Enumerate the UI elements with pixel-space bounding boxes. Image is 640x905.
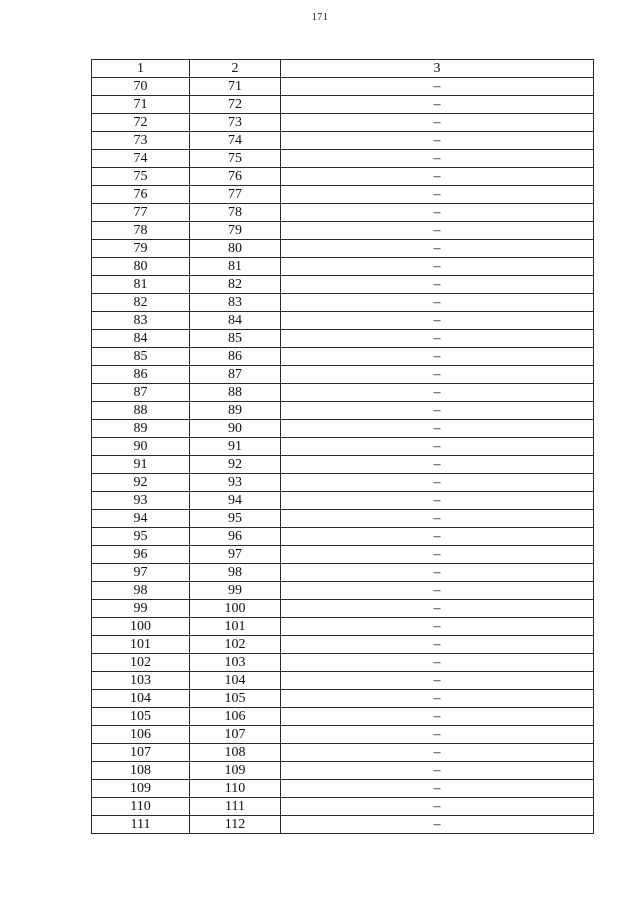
table-cell-col-1: 100: [92, 618, 190, 636]
page-number: 171: [311, 12, 329, 23]
table-row: [92, 168, 594, 186]
table-cell-col-2: 109: [190, 762, 281, 780]
table-cell-col-3: –: [281, 474, 594, 492]
table-cell-col-2: 97: [190, 546, 281, 564]
table-cell-col-3: –: [281, 366, 594, 384]
table-cell-col-2: 89: [190, 402, 281, 420]
table-row: [92, 762, 594, 780]
table-cell-col-2: 99: [190, 582, 281, 600]
table-cell-col-2: 81: [190, 258, 281, 276]
table-cell-col-1: 78: [92, 222, 190, 240]
table-cell-col-1: 82: [92, 294, 190, 312]
table-cell-col-2: 104: [190, 672, 281, 690]
table-cell-col-3: –: [281, 708, 594, 726]
table-row: [92, 132, 594, 150]
table-row: [92, 150, 594, 168]
table-cell-col-2: 98: [190, 564, 281, 582]
table-cell-col-1: 101: [92, 636, 190, 654]
table-cell-col-1: 104: [92, 690, 190, 708]
table-cell-col-2: 85: [190, 330, 281, 348]
table-row: [92, 744, 594, 762]
table-row: [92, 546, 594, 564]
table-cell-col-2: 91: [190, 438, 281, 456]
table-cell-col-3: –: [281, 114, 594, 132]
table-row: [92, 708, 594, 726]
table-row: [92, 366, 594, 384]
table-cell-col-2: 75: [190, 150, 281, 168]
table-cell-col-2: 78: [190, 204, 281, 222]
table-cell-col-3: –: [281, 276, 594, 294]
table-cell-col-3: –: [281, 600, 594, 618]
table-row: [92, 528, 594, 546]
table-row: [92, 564, 594, 582]
table-cell-col-1: 91: [92, 456, 190, 474]
table-cell-col-2: 79: [190, 222, 281, 240]
table-row: [92, 618, 594, 636]
table-cell-col-2: 86: [190, 348, 281, 366]
table-row: [92, 780, 594, 798]
table-cell-col-2: 103: [190, 654, 281, 672]
table-cell-col-2: 88: [190, 384, 281, 402]
table-cell-col-2: 112: [190, 816, 281, 834]
table-cell-col-2: 73: [190, 114, 281, 132]
table-cell-col-3: –: [281, 564, 594, 582]
table-cell-col-1: 94: [92, 510, 190, 528]
table-row: [92, 582, 594, 600]
table-cell-col-1: 103: [92, 672, 190, 690]
table-row: [92, 384, 594, 402]
table-cell-col-1: 88: [92, 402, 190, 420]
table-cell-col-1: 75: [92, 168, 190, 186]
table-row: [92, 294, 594, 312]
table-row: [92, 420, 594, 438]
table-cell-col-3: –: [281, 222, 594, 240]
table-cell-col-2: 105: [190, 690, 281, 708]
table-cell-col-3: –: [281, 204, 594, 222]
table-cell-col-1: 102: [92, 654, 190, 672]
table-cell-col-2: 90: [190, 420, 281, 438]
table-cell-col-3: –: [281, 690, 594, 708]
table-cell-col-2: 82: [190, 276, 281, 294]
table-row: [92, 96, 594, 114]
table-cell-col-2: 83: [190, 294, 281, 312]
table-row: [92, 510, 594, 528]
table-cell-col-3: –: [281, 384, 594, 402]
table-cell-col-3: –: [281, 510, 594, 528]
table-row: [92, 204, 594, 222]
table-cell-col-2: 74: [190, 132, 281, 150]
table-cell-col-2: 107: [190, 726, 281, 744]
table-row: [92, 672, 594, 690]
table-cell-col-1: 105: [92, 708, 190, 726]
table-cell-col-1: 73: [92, 132, 190, 150]
table-cell-col-3: –: [281, 528, 594, 546]
table-cell-col-3: –: [281, 798, 594, 816]
table-cell-col-2: 96: [190, 528, 281, 546]
table-cell-col-1: 72: [92, 114, 190, 132]
table-cell-col-1: 108: [92, 762, 190, 780]
table-cell-col-2: 93: [190, 474, 281, 492]
table-cell-col-3: –: [281, 420, 594, 438]
table-cell-col-1: 85: [92, 348, 190, 366]
table-cell-col-2: 71: [190, 78, 281, 96]
table-cell-col-1: 106: [92, 726, 190, 744]
table-cell-col-2: 80: [190, 240, 281, 258]
table-cell-col-1: 87: [92, 384, 190, 402]
table-cell-col-3: –: [281, 78, 594, 96]
table-cell-col-3: –: [281, 168, 594, 186]
table-row: [92, 114, 594, 132]
table-cell-col-2: 101: [190, 618, 281, 636]
table-row: [92, 186, 594, 204]
table-cell-col-3: –: [281, 762, 594, 780]
table-row: [92, 78, 594, 96]
table-cell-col-1: 109: [92, 780, 190, 798]
table-cell-col-3: –: [281, 546, 594, 564]
table-row: [92, 816, 594, 834]
table-row: [92, 456, 594, 474]
table-cell-col-2: 95: [190, 510, 281, 528]
table-cell-col-3: –: [281, 258, 594, 276]
table-cell-col-3: –: [281, 492, 594, 510]
table-cell-col-1: 96: [92, 546, 190, 564]
column-header-2: 2: [190, 60, 281, 78]
table-cell-col-1: 99: [92, 600, 190, 618]
table-cell-col-1: 98: [92, 582, 190, 600]
table-row: [92, 726, 594, 744]
table-row: [92, 222, 594, 240]
table-cell-col-3: –: [281, 96, 594, 114]
column-header-3: 3: [281, 60, 594, 78]
table-cell-col-1: 93: [92, 492, 190, 510]
table-cell-col-2: 108: [190, 744, 281, 762]
table-cell-col-3: –: [281, 330, 594, 348]
table-cell-col-2: 87: [190, 366, 281, 384]
table-cell-col-3: –: [281, 816, 594, 834]
table-cell-col-3: –: [281, 150, 594, 168]
table-cell-col-1: 83: [92, 312, 190, 330]
table-cell-col-3: –: [281, 240, 594, 258]
table-row: [92, 402, 594, 420]
table-cell-col-2: 72: [190, 96, 281, 114]
table-cell-col-1: 81: [92, 276, 190, 294]
table-cell-col-2: 84: [190, 312, 281, 330]
table-cell-col-1: 90: [92, 438, 190, 456]
table-cell-col-3: –: [281, 402, 594, 420]
table-row: [92, 258, 594, 276]
table-row: [92, 600, 594, 618]
table-cell-col-3: –: [281, 438, 594, 456]
table-cell-col-3: –: [281, 132, 594, 150]
table-cell-col-2: 92: [190, 456, 281, 474]
table-cell-col-1: 111: [92, 816, 190, 834]
table-cell-col-3: –: [281, 636, 594, 654]
table-cell-col-1: 84: [92, 330, 190, 348]
table-row: [92, 240, 594, 258]
table-cell-col-1: 80: [92, 258, 190, 276]
table-cell-col-1: 71: [92, 96, 190, 114]
table-cell-col-3: –: [281, 186, 594, 204]
table-cell-col-1: 77: [92, 204, 190, 222]
table-cell-col-3: –: [281, 672, 594, 690]
table-cell-col-3: –: [281, 456, 594, 474]
table-cell-col-1: 79: [92, 240, 190, 258]
table-cell-col-1: 76: [92, 186, 190, 204]
data-table: [91, 59, 594, 834]
table-cell-col-3: –: [281, 726, 594, 744]
table-row: [92, 798, 594, 816]
table-cell-col-1: 92: [92, 474, 190, 492]
table-cell-col-3: –: [281, 582, 594, 600]
table-row: [92, 312, 594, 330]
table-cell-col-3: –: [281, 780, 594, 798]
table-cell-col-3: –: [281, 744, 594, 762]
table-row: [92, 438, 594, 456]
table-cell-col-3: –: [281, 618, 594, 636]
table-row: [92, 348, 594, 366]
table-cell-col-1: 107: [92, 744, 190, 762]
table-cell-col-2: 102: [190, 636, 281, 654]
table-row: [92, 492, 594, 510]
table-row: [92, 654, 594, 672]
table-cell-col-1: 89: [92, 420, 190, 438]
table-cell-col-2: 110: [190, 780, 281, 798]
table-cell-col-1: 74: [92, 150, 190, 168]
table-cell-col-1: 86: [92, 366, 190, 384]
table-cell-col-2: 76: [190, 168, 281, 186]
table-cell-col-2: 106: [190, 708, 281, 726]
table-cell-col-1: 97: [92, 564, 190, 582]
table-row: [92, 330, 594, 348]
table-cell-col-3: –: [281, 654, 594, 672]
table-header-row: [92, 60, 594, 78]
table-row: [92, 276, 594, 294]
table-cell-col-1: 110: [92, 798, 190, 816]
table-cell-col-3: –: [281, 348, 594, 366]
table-cell-col-1: 70: [92, 78, 190, 96]
table-body: [92, 78, 594, 834]
table-cell-col-2: 100: [190, 600, 281, 618]
table-cell-col-3: –: [281, 312, 594, 330]
column-header-1: 1: [92, 60, 190, 78]
table-row: [92, 690, 594, 708]
table-cell-col-3: –: [281, 294, 594, 312]
table-cell-col-2: 94: [190, 492, 281, 510]
table-cell-col-2: 77: [190, 186, 281, 204]
table-cell-col-2: 111: [190, 798, 281, 816]
table-cell-col-1: 95: [92, 528, 190, 546]
table-row: [92, 636, 594, 654]
table-row: [92, 474, 594, 492]
